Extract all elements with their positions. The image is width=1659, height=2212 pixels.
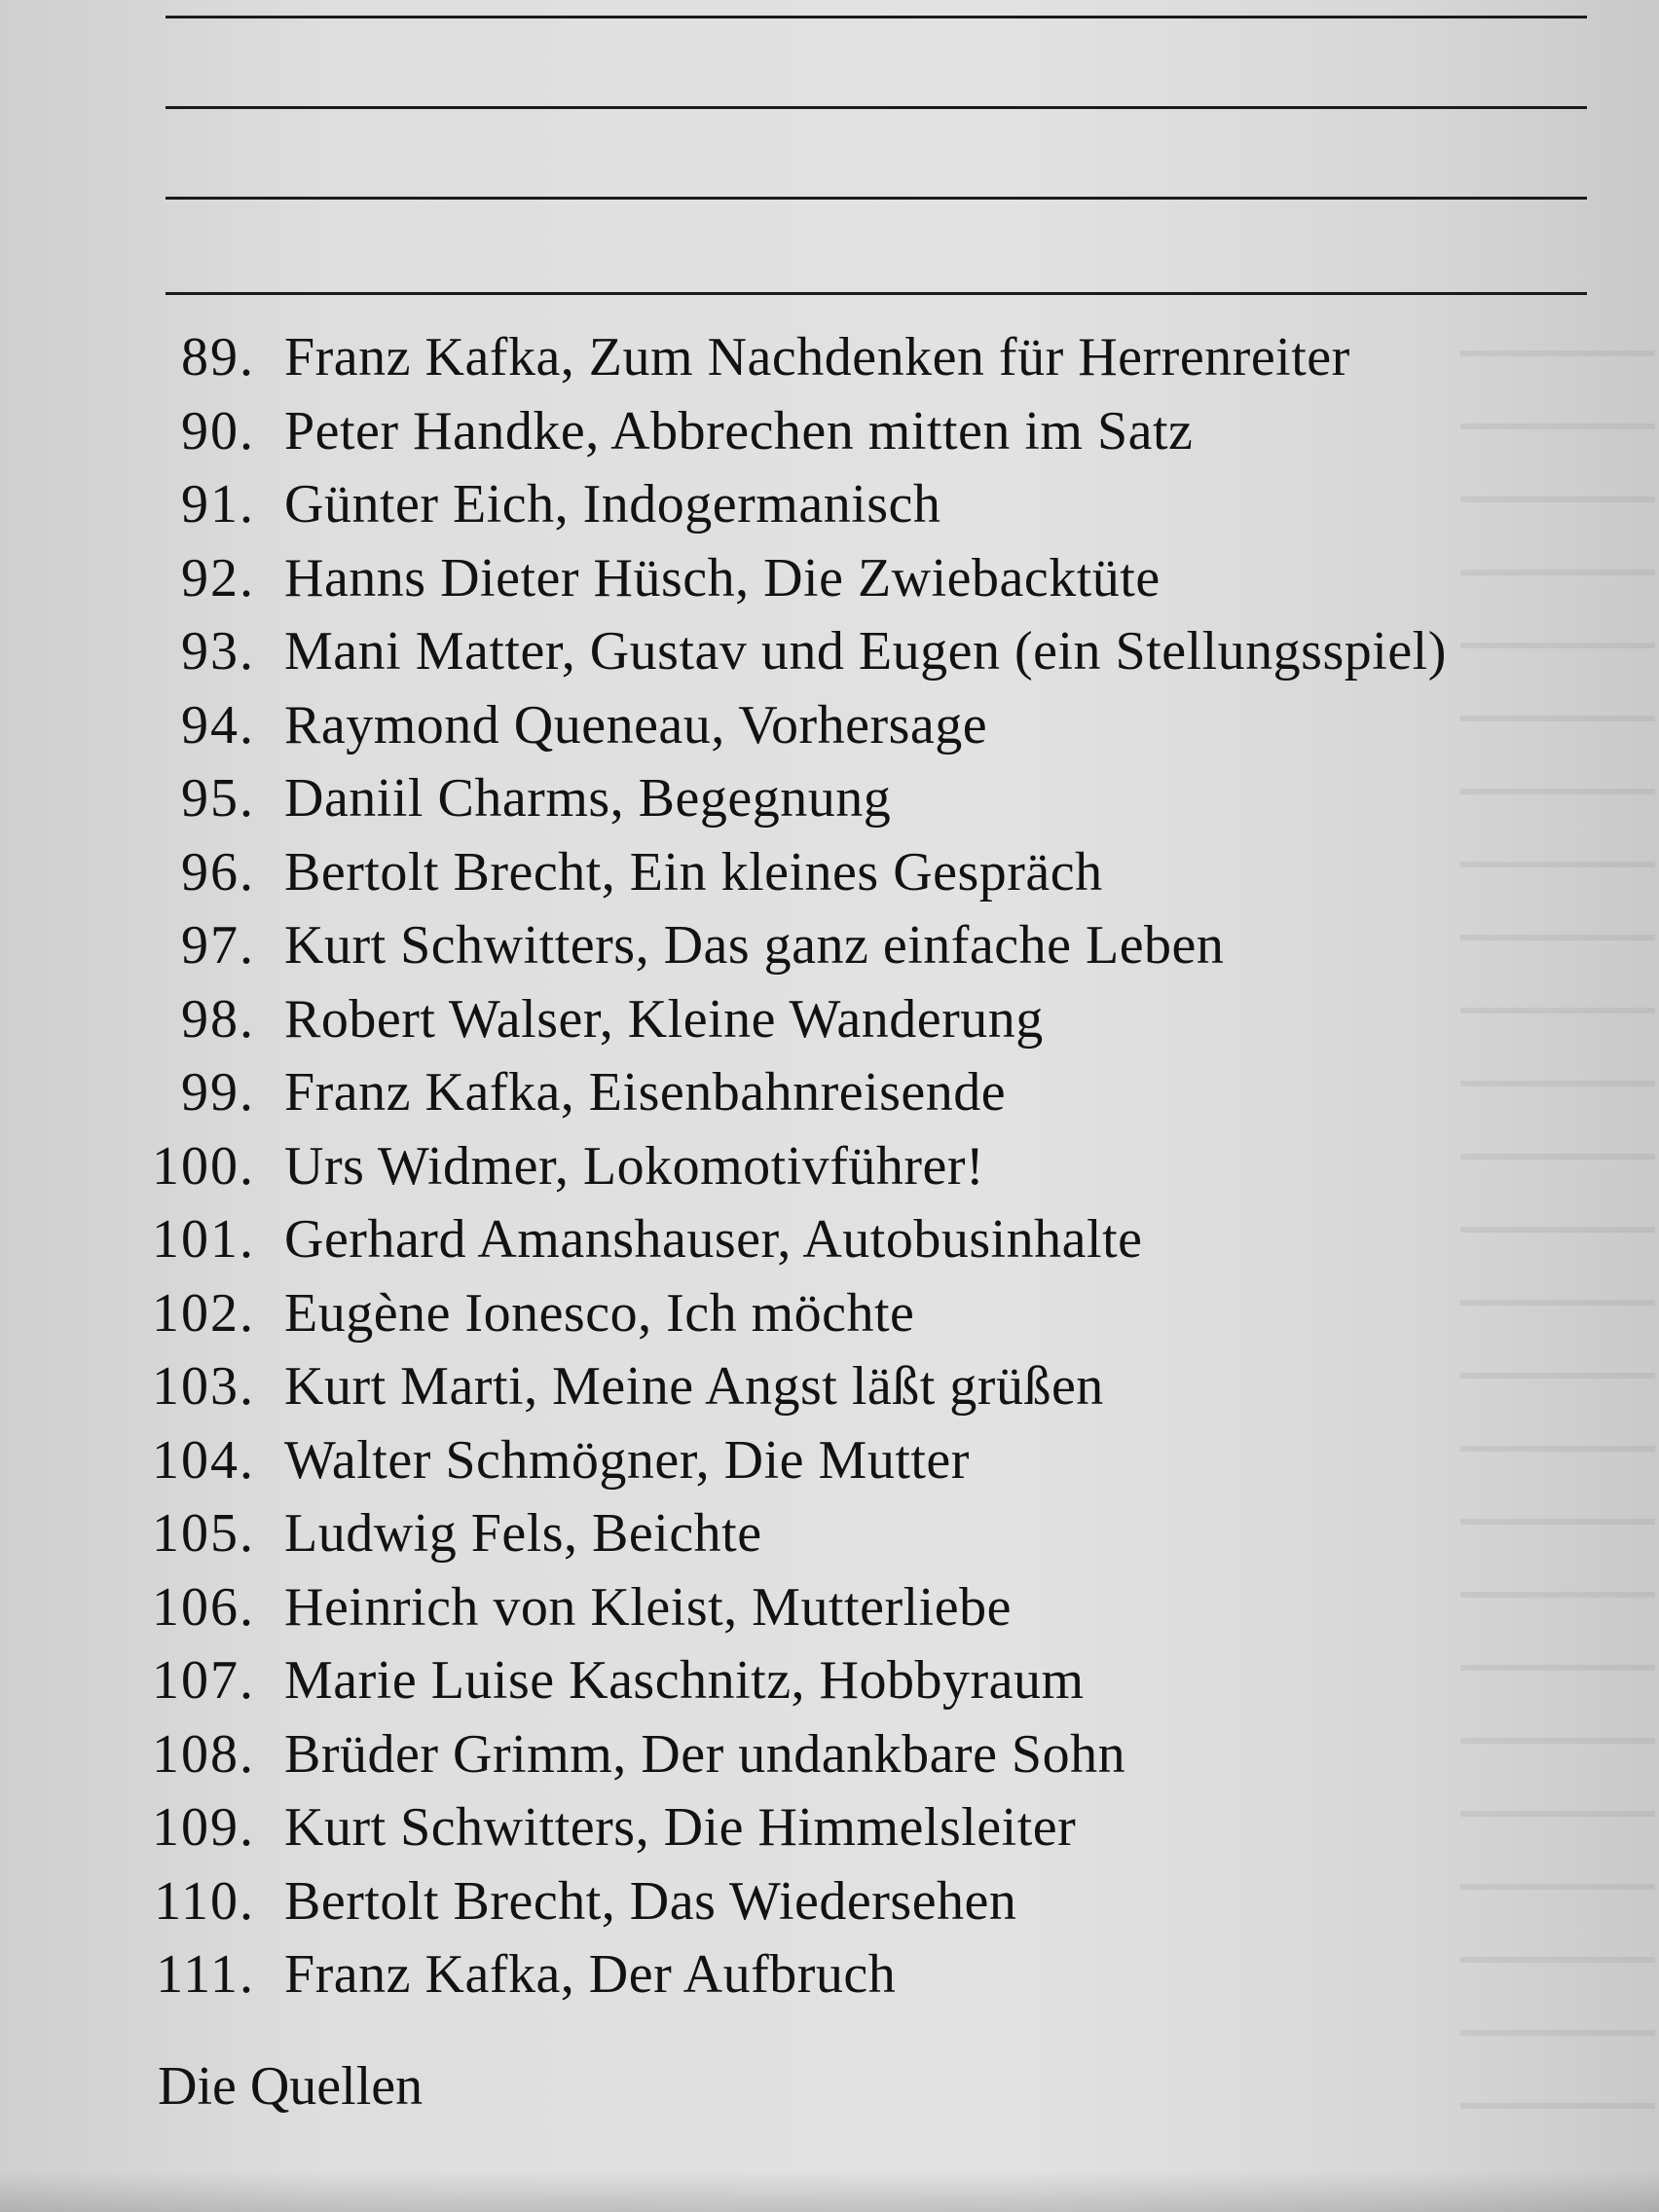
toc-entry [136,1938,1636,2012]
toc-entry [136,689,1636,763]
toc-entry [136,1718,1636,1792]
entry-title: Kurt Marti, Meine Angst läßt grüßen [284,1356,1104,1417]
entry-number: 106. [152,1576,255,1638]
entry-number: 100. [152,1135,255,1197]
entry-title: Marie Luise Kaschnitz, Hobbyraum [284,1650,1085,1711]
entry-title: Gerhard Amanshauser, Autobusinhalte [284,1209,1143,1270]
entry-title: Bertolt Brecht, Das Wiedersehen [284,1870,1017,1932]
toc-entry [136,983,1636,1057]
entry-number: 101. [152,1209,255,1270]
entry-number: 97. [181,915,255,976]
toc-entry [136,1130,1636,1204]
entry-number: 96. [181,841,255,903]
ruled-line [166,292,1587,295]
entry-title: Franz Kafka, Eisenbahnreisende [284,1062,1007,1123]
entry-number: 104. [152,1429,255,1491]
toc-entry [136,836,1636,910]
entry-number: 102. [152,1282,255,1344]
entry-title: Bertolt Brecht, Ein kleines Gespräch [284,841,1103,903]
entry-title: Urs Widmer, Lokomotivführer! [284,1135,985,1197]
toc-entry [136,762,1636,836]
entry-title: Günter Eich, Indogermanisch [284,474,941,535]
toc-entry [136,1644,1636,1718]
entry-number: 89. [181,327,255,387]
entry-number: 107. [152,1650,255,1711]
toc-entry [136,542,1636,616]
toc-entry [136,1571,1636,1645]
toc-entry [136,909,1636,983]
toc-entry [136,395,1636,469]
entry-number: 99. [181,1062,255,1123]
entry-title: Franz Kafka, Zum Nachdenken für Herrenreiter [284,327,1350,387]
toc-entry [136,1865,1636,1939]
entry-title: Franz Kafka, Der Aufbruch [284,1944,897,2005]
page-edge-shadow [0,2171,1659,2212]
entry-title: Peter Handke, Abbrechen mitten im Satz [284,400,1194,461]
toc-entry [136,321,1636,395]
toc-entry [136,1497,1636,1571]
entry-number: 98. [181,988,255,1050]
entry-number: 110. [154,1870,255,1932]
entry-number: 105. [152,1503,255,1564]
section-heading: Die Quellen [158,2056,424,2117]
entry-number: 90. [181,400,255,461]
entry-title: Walter Schmögner, Die Mutter [284,1429,970,1491]
entry-number: 111. [156,1944,255,2005]
table-of-contents [136,321,1636,2012]
entry-title: Heinrich von Kleist, Mutterliebe [284,1576,1012,1638]
entry-number: 108. [152,1723,255,1785]
ruled-line [166,106,1587,109]
entry-number: 93. [181,621,255,682]
entry-title: Robert Walser, Kleine Wanderung [284,988,1044,1050]
toc-entry [136,1056,1636,1130]
ruled-line [166,197,1587,200]
toc-entry [136,1277,1636,1351]
ruled-line [166,16,1587,18]
toc-entry [136,1791,1636,1865]
entry-title: Hanns Dieter Hüsch, Die Zwiebacktüte [284,547,1161,608]
entry-number: 103. [152,1356,255,1417]
entry-title: Daniil Charms, Begegnung [284,768,892,829]
entry-title: Kurt Schwitters, Die Himmelsleiter [284,1797,1077,1858]
toc-entry [136,1424,1636,1498]
toc-entry [136,615,1636,689]
toc-entry [136,468,1636,542]
entry-title: Kurt Schwitters, Das ganz einfache Leben [284,915,1225,976]
entry-number: 94. [181,694,255,756]
entry-number: 91. [181,474,255,535]
toc-entry [136,1203,1636,1277]
entry-title: Ludwig Fels, Beichte [284,1503,762,1564]
entry-number: 109. [152,1797,255,1858]
entry-title: Mani Matter, Gustav und Eugen (ein Stellungsspiel) [284,621,1447,682]
entry-number: 92. [181,547,255,608]
entry-title: Raymond Queneau, Vorhersage [284,694,988,756]
entry-number: 95. [181,768,255,829]
entry-title: Eugène Ionesco, Ich möchte [284,1282,915,1344]
toc-entry [136,1350,1636,1424]
entry-title: Brüder Grimm, Der undankbare Sohn [284,1723,1126,1785]
